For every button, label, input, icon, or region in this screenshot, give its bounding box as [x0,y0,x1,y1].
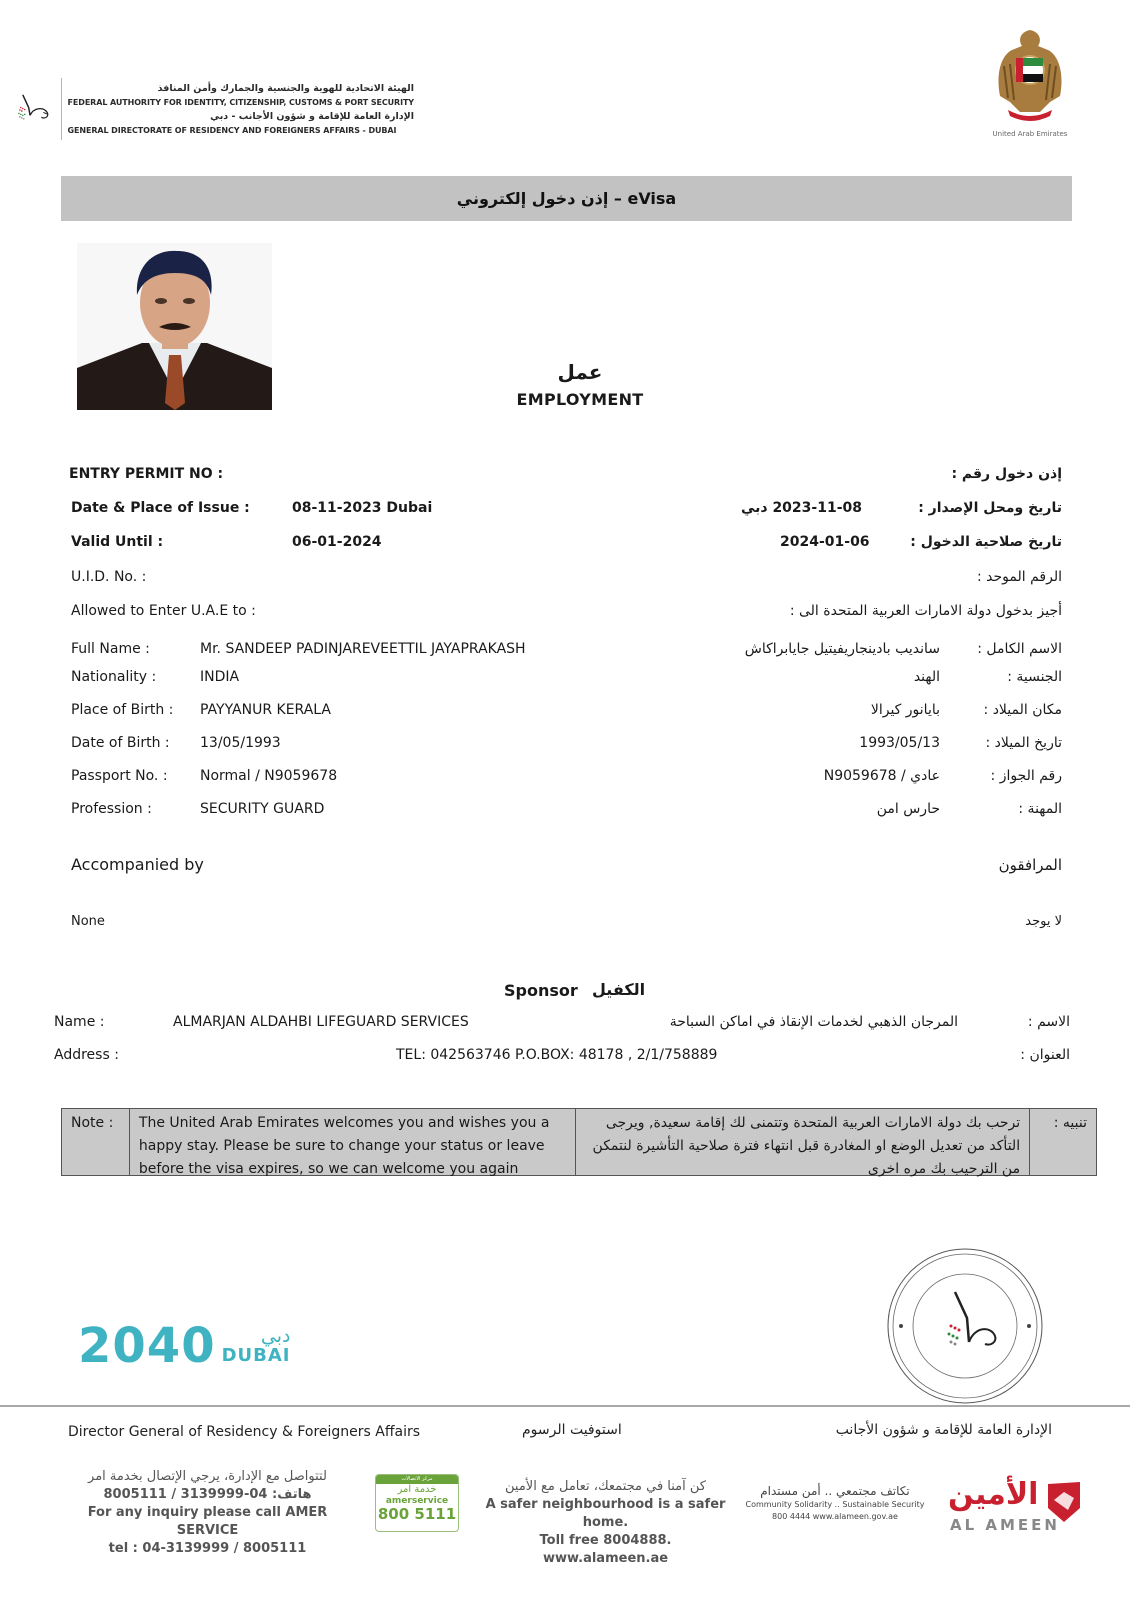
uid-label-ar: الرقم الموحد : [977,569,1062,585]
nationality-value: INDIA [200,669,240,685]
entry-permit-label-ar: إذن دخول رقم : [951,466,1062,482]
profession-value: SECURITY GUARD [200,801,325,817]
nationality-label: Nationality : [71,669,157,685]
directorate-name-en: GENERAL DIRECTORATE OF RESIDENCY AND FOREIGNERS AFFAIRS - DUBAI [67,125,397,135]
sponsor-name-label: Name : [54,1014,105,1030]
sponsor-address: TEL: 042563746 P.O.BOX: 48178 , 2/1/758889 [396,1047,718,1063]
uae-falcon-emblem-icon [990,26,1070,126]
profession-label: Profession : [71,801,152,817]
issue-value-ar: 2023-11-08 دبي [740,500,862,516]
passport-label: Passport No. : [71,768,168,784]
dubai-2040-en: DUBAI [221,1345,291,1366]
evisa-title-bar [61,176,1072,221]
authority-name-ar: الهيئة الاتحادية للهوية والجنسية والجمارك وأمن المنافذ [157,82,414,94]
accompanied-none-ar: لا يوجد [1025,914,1062,929]
place-of-birth-value-ar: بايانور كيرالا [870,702,940,718]
note-text-ar: ترحب بك دولة الامارات العربية المتحدة وتتمنى لك إقامة سعيدة, ويرجى التأكد من تعديل الوضع او المغادرة قبل انتهاء فترة صلاحية التأشيرة لنتمكن من الترحيب بك مره اخرى [576,1109,1030,1175]
note-label-ar: تنبيه : [1053,1115,1087,1131]
alameen-contact-line: 800 4444 www.alameen.gov.ae [772,1512,898,1521]
alameen-logo-ar: الأمين [948,1477,1039,1512]
official-stamp [885,1246,1045,1406]
nationality-value-ar: الهند [913,669,940,685]
passport-value-ar: عادي / N9059678 [823,768,940,784]
sponsor-address-label-ar: العنوان : [1020,1047,1070,1063]
visa-type-ar: عمل [557,360,603,384]
note-label: Note : [62,1109,130,1175]
alameen-contact [478,1478,733,1568]
uid-label: U.I.D. No. : [71,569,147,585]
allowed-label: Allowed to Enter U.A.E to : [71,603,256,619]
full-name-label: Full Name : [71,641,150,657]
amer-contact [70,1468,345,1558]
full-name-value-ar: سانديب بادينجاريفيتيل جايابراكاش [744,641,940,657]
passport-value: Normal / N9059678 [200,768,338,784]
emblem-caption: United Arab Emirates [992,130,1068,138]
place-of-birth-label-ar: مكان الميلاد : [983,702,1062,718]
sponsor-name: ALMARJAN ALDAHBI LIFEGUARD SERVICES [173,1014,469,1030]
amer-badge-ar: خدمة آمر [397,1484,437,1495]
date-of-birth-label-ar: تاريخ الميلاد : [985,735,1062,751]
sponsor-name-label-ar: الاسم : [1027,1014,1070,1030]
alameen-line2-en: A safer neighbourhood is a safer home. [485,1497,726,1530]
person-photo-icon [77,243,272,410]
sponsor-address-label: Address : [54,1047,119,1063]
place-of-birth-value: PAYYANUR KERALA [200,702,331,718]
fees-paid-ar: استوفيت الرسوم [522,1422,622,1438]
date-of-birth-label: Date of Birth : [71,735,170,751]
date-of-birth-value-ar: 1993/05/13 [859,735,940,751]
alameen-slogan-en: Community Solidarity .. Sustainable Security [745,1500,925,1509]
full-name-label-ar: الاسم الكامل : [977,641,1062,657]
federal-authority-logo [14,74,414,144]
seal-icon [885,1246,1045,1406]
valid-until-label-ar: تاريخ صلاحية الدخول : [910,534,1062,550]
alameen-slogan-ar: تكاتف مجتمعي .. أمن مستدام [760,1484,910,1498]
allowed-label-ar: أجيز بدخول دولة الامارات العربية المتحدة الى : [789,603,1062,619]
place-of-birth-label: Place of Birth : [71,702,174,718]
alameen-logo-en: AL AMEEN [950,1516,1060,1534]
falcon-logo-icon [14,76,53,142]
passport-label-ar: رقم الجواز : [990,768,1062,784]
date-of-birth-value: 13/05/1993 [200,735,281,751]
note-box [61,1108,1097,1176]
note-text: The United Arab Emirates welcomes you and wishes you a happy stay. Please be sure to change your status or leave before the visa expires, so we can welcome you again [130,1109,576,1175]
valid-until-value: 06-01-2024 [292,534,382,550]
issue-value: 08-11-2023 Dubai [292,500,433,516]
page-title: إذن دخول إلكتروني – eVisa [456,189,677,208]
alameen-line1-ar: كن آمنا في مجتمعك، تعامل مع الأمين [505,1479,706,1494]
full-name-value: Mr. SANDEEP PADINJAREVEETTIL JAYAPRAKASH [200,641,526,657]
nationality-label-ar: الجنسية : [1007,669,1062,685]
sponsor-heading: Sponsor [504,981,578,1000]
accompanied-label: Accompanied by [71,855,204,874]
footer-divider [0,1405,1130,1407]
sponsor-heading-ar: الكفيل [592,980,646,999]
alameen-logo [948,1478,1088,1540]
uae-emblem [985,26,1075,144]
visa-type-en: EMPLOYMENT [516,390,644,409]
profession-value-ar: حارس امن [876,801,940,817]
directorate-name-ar: الإدارة العامة للإقامة و شؤون الأجانب - دبي [210,110,414,122]
director-general-en: Director General of Residency & Foreigners Affairs [68,1424,421,1440]
authority-name-en: FEDERAL AUTHORITY FOR IDENTITY, CITIZENSHIP, CUSTOMS & PORT SECURITY [67,97,414,107]
amer-line2-ar: هاتف: 04-3139999 / 8005111 [103,1487,312,1502]
entry-permit-label: ENTRY PERMIT NO : [69,466,224,482]
accompanied-label-ar: المرافقون [998,856,1062,874]
director-general-ar: الإدارة العامة للإقامة و شؤون الأجانب [835,1422,1052,1438]
accompanied-none: None [71,914,105,929]
dubai-2040-logo [78,1318,291,1374]
amer-line3-en: For any inquiry please call AMER SERVICE [87,1505,328,1538]
alameen-line3-en: Toll free 8004888. www.alameen.ae [539,1533,672,1566]
sponsor-name-ar: المرجان الذهبي لخدمات الإنقاذ في اماكن السباحة [669,1014,958,1030]
alameen-slogan [745,1484,925,1521]
amer-service-badge [375,1474,459,1532]
visa-type [480,360,680,409]
applicant-photo [77,243,272,410]
valid-until-label: Valid Until : [71,534,164,550]
issue-label: Date & Place of Issue : [71,500,250,516]
valid-until-value-ar: 2024-01-06 [780,534,870,550]
amer-line1-ar: لتتواصل مع الإدارة، يرجي الإتصال بخدمة امر [88,1469,327,1484]
issue-label-ar: تاريخ ومحل الإصدار : [918,500,1062,516]
amer-badge-en: amerservice [385,1496,449,1506]
amer-line4-en: tel : 04-3139999 / 8005111 [108,1541,307,1556]
dubai-2040-number: 2040 [78,1318,216,1374]
profession-label-ar: المهنة : [1018,801,1062,817]
amer-badge-number: 800 5111 [377,1505,457,1523]
dubai-2040-ar: دبي [260,1325,291,1347]
amer-badge-top: مركز الاتصالات [376,1475,458,1484]
